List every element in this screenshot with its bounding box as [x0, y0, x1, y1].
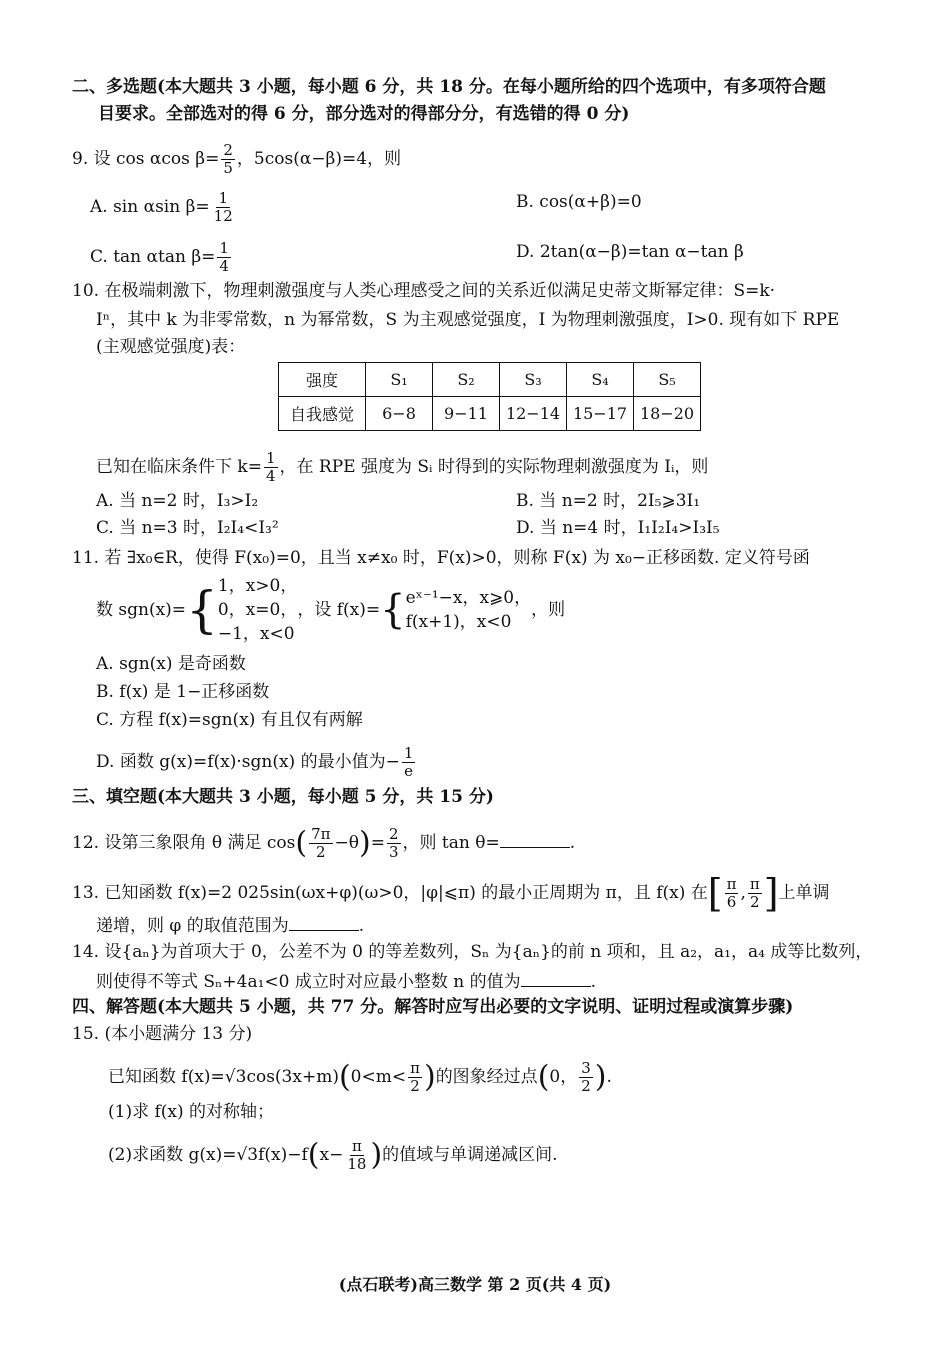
q14-line2 — [96, 968, 596, 994]
q9-stem-post: ，5cos(α−β)=4，则 — [236, 149, 402, 169]
q11-option-c: C. 方程 f(x)=sgn(x) 有且仅有两解 — [96, 710, 363, 730]
q10-cond-fraction — [264, 450, 278, 485]
sgn-case: 0，x=0， — [217, 600, 298, 620]
fraction-numerator: 2 — [388, 825, 399, 843]
q11-option-a: A. sgn(x) 是奇函数 — [96, 654, 246, 674]
rpe-header-cell: S₅ — [634, 363, 701, 397]
q9-a-text: A. sin αsin β= — [90, 197, 210, 217]
q15-stem-pre: 已知函数 f(x)=√3cos(3x+m) — [108, 1067, 339, 1087]
q13-post: 上单调 — [778, 883, 830, 903]
q13-fraction-2 — [748, 876, 762, 911]
q11-end: ，则 — [531, 600, 566, 620]
q12-end: . — [569, 833, 576, 853]
q9-option-d: D. 2tan(α−β)=tan α−tan β — [516, 242, 744, 262]
fraction-numerator: π — [410, 1059, 420, 1077]
fraction-denominator: 5 — [223, 159, 233, 177]
fraction-numerator: 3 — [581, 1059, 591, 1077]
q12-stem — [72, 826, 575, 861]
rpe-header-cell: S₃ — [500, 363, 567, 397]
q10-cond-post: ，在 RPE 强度为 Sᵢ 时得到的实际物理刺激强度为 Iᵢ，则 — [279, 457, 709, 477]
paren-icon: ( — [295, 825, 308, 861]
q9-c-fraction — [217, 240, 231, 275]
rpe-header-cell: S₁ — [366, 363, 433, 397]
rpe-cell: 15−17 — [567, 397, 634, 431]
page-footer: (点石联考)高三数学 第 2 页(共 4 页) — [338, 1275, 612, 1294]
q15-title: 15. (本小题满分 13 分) — [72, 1024, 253, 1044]
rpe-cell: 自我感觉 — [279, 397, 366, 431]
q15-cond: 0<m< — [350, 1067, 407, 1087]
q15-stem — [108, 1060, 612, 1095]
q9-c-text: C. tan αtan β= — [90, 247, 216, 267]
q10-cond-pre: 已知在临床条件下 k= — [96, 457, 262, 477]
sgn-case: 1，x>0， — [217, 576, 298, 596]
paren-icon: ) — [594, 1059, 607, 1095]
q10-option-c: C. 当 n=3 时，I₂I₄<I₃² — [96, 518, 279, 538]
q15-stem-mid: 的图象经过点 — [435, 1067, 538, 1087]
sgn-cases — [218, 574, 297, 646]
fraction-denominator: 18 — [347, 1155, 367, 1173]
q11-definition — [96, 572, 565, 648]
f-case: eˣ⁻¹−x，x⩾0， — [405, 588, 532, 608]
q11-d-text: D. 函数 g(x)=f(x)·sgn(x) 的最小值为− — [96, 752, 400, 772]
q11-option-b: B. f(x) 是 1−正移函数 — [96, 682, 270, 702]
paren-icon: ( — [307, 1137, 320, 1173]
bracket-icon: [ — [707, 871, 723, 916]
fraction-denominator: 4 — [265, 467, 276, 485]
fraction-numerator: 7π — [311, 825, 331, 843]
fraction-denominator: 4 — [219, 257, 229, 275]
q11-d-fraction — [402, 745, 416, 780]
q15-p2-pre: (2)求函数 g(x)=√3f(x)−f — [108, 1145, 308, 1165]
fraction-numerator: π — [749, 875, 760, 893]
paren-icon: ( — [537, 1059, 550, 1095]
q10-option-a: A. 当 n=2 时，I₃>I₂ — [96, 491, 259, 511]
q15-p2-inner: x− — [319, 1145, 344, 1165]
rpe-table-header-row — [279, 363, 701, 397]
paren-icon: ) — [370, 1137, 383, 1173]
fraction-numerator: 2 — [223, 141, 233, 159]
fraction-denominator: 2 — [410, 1077, 420, 1095]
q15-stem-end: . — [606, 1067, 612, 1087]
rpe-cell: 18−20 — [634, 397, 701, 431]
rpe-table — [278, 362, 701, 431]
bracket-icon: ] — [763, 871, 779, 916]
q11-mid: ，设 f(x)= — [297, 600, 381, 620]
q11-option-d — [96, 745, 417, 780]
q9-stem-fraction — [221, 142, 235, 177]
fraction-denominator: 2 — [581, 1077, 591, 1095]
fraction-numerator: 1 — [218, 189, 228, 207]
q12-fraction-2 — [387, 826, 401, 861]
section2-heading-line2: 目要求。全部选对的得 6 分，部分选对的得部分分，有选错的得 0 分) — [98, 104, 630, 124]
q12-mid: −θ — [334, 833, 359, 853]
q13-line2-text: 递增，则 φ 的取值范围为 — [96, 916, 289, 936]
q9-option-c — [90, 240, 233, 275]
answer-blank[interactable] — [500, 829, 570, 848]
section3-heading: 三、填空题(本大题共 3 小题，每小题 5 分，共 15 分) — [72, 787, 494, 807]
q12-eq: = — [370, 833, 385, 853]
q10-option-d: D. 当 n=4 时，I₁I₂I₄>I₃I₅ — [516, 518, 720, 538]
q10-condition — [96, 450, 708, 485]
q13-fraction-1 — [725, 876, 739, 911]
q10-line2: Iⁿ，其中 k 为非零常数，n 为幂常数，S 为主观感觉强度，I 为物理刺激强度，I>0. 现有如下 RPE — [96, 310, 840, 330]
q13-line1: 13. 已知函数 f(x)=2 025sin(ωx+φ)(ω>0，|φ|⩽π) 的最小正周期为 π，且 f(x) 在[ $\frac{\pi}{6}$ , $\frac{\pi}{2}$ ]上单调 — [72, 871, 830, 916]
left-brace-icon: { — [186, 581, 218, 639]
answer-blank[interactable] — [289, 912, 359, 931]
paren-icon: ( — [338, 1059, 351, 1095]
f-case: f(x+1)，x<0 — [405, 612, 512, 632]
q9-stem — [72, 142, 401, 177]
rpe-cell: 12−14 — [500, 397, 567, 431]
q15-p2-fraction — [345, 1138, 368, 1173]
q9-a-fraction — [212, 190, 235, 225]
q10-option-b: B. 当 n=2 时，2I₅⩾3I₁ — [516, 491, 701, 511]
fraction-denominator: e — [404, 762, 414, 780]
q10-line3: (主观感觉强度)表： — [96, 337, 246, 357]
q9-stem-pre: 9. 设 cos αcos β= — [72, 149, 220, 169]
fraction-denominator: 12 — [213, 207, 233, 225]
q14-line1: 14. 设{aₙ}为首项大于 0，公差不为 0 的等差数列，Sₙ 为{aₙ}的前 n 项和，且 a₂，a₁，a₄ 成等比数列， — [72, 942, 873, 962]
q10-line1: 10. 在极端刺激下，物理刺激强度与人类心理感受之间的关系近似满足史蒂文斯幂定律：S=k· — [72, 281, 776, 301]
q12-post: ，则 tan θ= — [402, 833, 500, 853]
q9-option-b: B. cos(α+β)=0 — [516, 192, 642, 212]
q13-line2 — [96, 912, 364, 938]
fraction-denominator: 2 — [750, 893, 760, 911]
section4-heading: 四、解答题(本大题共 5 小题，共 77 分。解答时应写出必要的文字说明、证明过程或演算步骤) — [72, 997, 794, 1017]
q15-p2-post: 的值域与单调递减区间. — [382, 1145, 558, 1165]
q15-cond-fraction — [408, 1060, 422, 1095]
fraction-numerator: 1 — [219, 239, 229, 257]
q13-end: . — [358, 916, 365, 936]
fraction-numerator: π — [726, 875, 737, 893]
fraction-numerator: 1 — [403, 744, 414, 762]
section2-heading-line1: 二、多选题(本大题共 3 小题，每小题 6 分，共 18 分。在每小题所给的四个选项中，有多项符合题 — [72, 77, 826, 97]
q11-line1: 11. 若 ∃x₀∈R，使得 F(x₀)=0，且当 x≠x₀ 时，F(x)>0，则称 F(x) 为 x₀−正移函数. 定义符号函 — [72, 548, 810, 568]
q11-sgn-label: 数 sgn(x)= — [96, 600, 187, 620]
q15-part2 — [108, 1138, 558, 1173]
q9-option-a — [90, 190, 237, 225]
fraction-numerator: 1 — [265, 449, 276, 467]
q12-fraction-1 — [309, 826, 332, 861]
fraction-denominator: 6 — [726, 893, 737, 911]
fraction-denominator: 3 — [388, 843, 399, 861]
q15-point-pre: 0， — [549, 1067, 578, 1087]
fraction-denominator: 2 — [316, 843, 326, 861]
paren-icon: ) — [358, 825, 371, 861]
f-cases — [406, 586, 532, 634]
answer-blank[interactable] — [521, 968, 591, 987]
rpe-header-cell: 强度 — [279, 363, 366, 397]
q12-pre: 12. 设第三象限角 θ 满足 cos — [72, 833, 296, 853]
q13-pre: 13. 已知函数 f(x)=2 025sin(ωx+φ)(ω>0，|φ|⩽π) 的最小正周期为 π，且 f(x) 在 — [72, 883, 708, 903]
rpe-table-row — [279, 397, 701, 431]
rpe-cell: 6−8 — [366, 397, 433, 431]
q15-part1: (1)求 f(x) 的对称轴； — [108, 1102, 275, 1122]
rpe-header-cell: S₄ — [567, 363, 634, 397]
q14-end: . — [590, 972, 597, 992]
q14-line2-text: 则使得不等式 Sₙ+4a₁<0 成立时对应最小整数 n 的值为 — [96, 972, 521, 992]
rpe-cell: 9−11 — [433, 397, 500, 431]
sgn-case: −1，x<0 — [217, 624, 295, 644]
fraction-numerator: π — [351, 1137, 362, 1155]
paren-icon: ) — [423, 1059, 436, 1095]
q15-point-fraction — [579, 1060, 593, 1095]
rpe-header-cell: S₂ — [433, 363, 500, 397]
left-brace-icon: { — [380, 587, 406, 633]
